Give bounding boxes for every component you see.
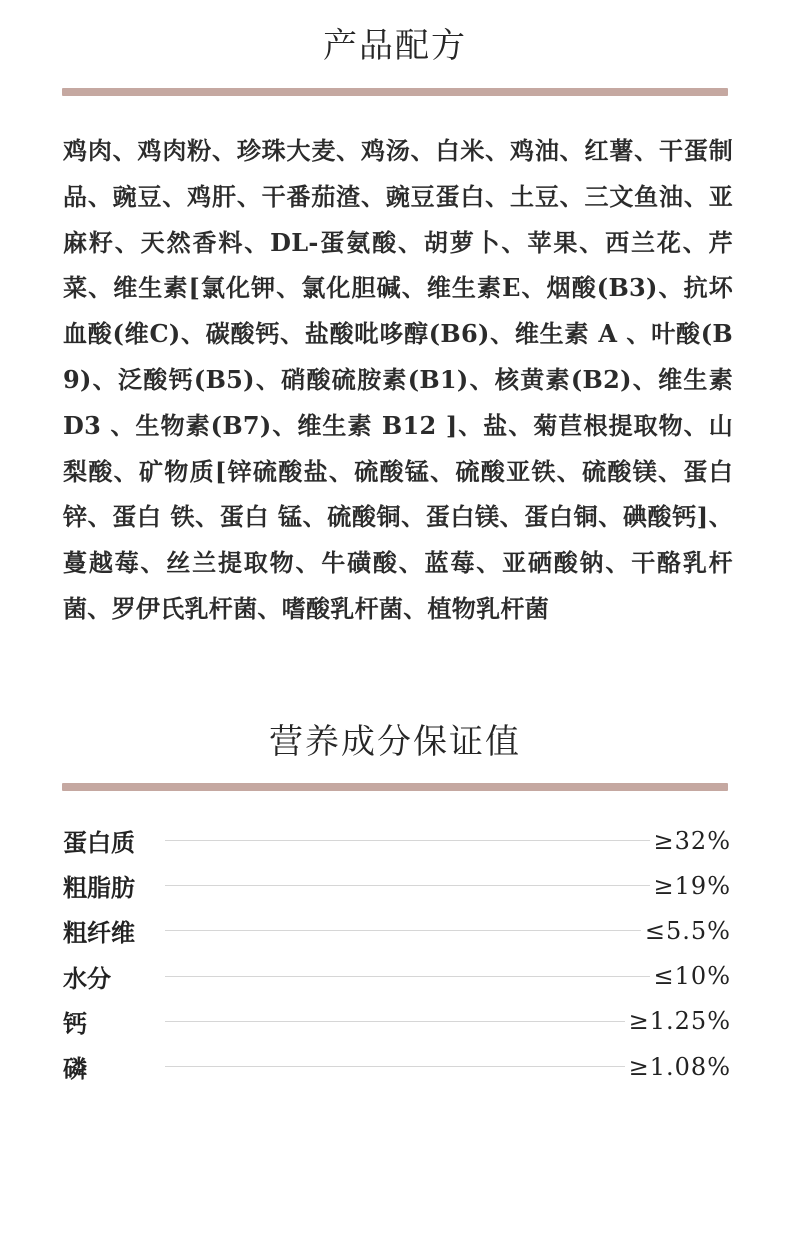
nutrient-value: ≤5.5% — [644, 916, 731, 945]
nutrition-table — [63, 818, 731, 1089]
nutrient-name: 粗纤维 — [63, 918, 135, 948]
formula-divider — [62, 88, 728, 96]
nutrition-row-protein — [63, 818, 731, 863]
leader-line — [165, 976, 650, 977]
leader-line — [165, 930, 641, 931]
nutrition-row-fat — [63, 863, 731, 908]
nutrition-row-calcium — [63, 999, 731, 1044]
nutrient-name: 粗脂肪 — [63, 873, 135, 903]
leader-line — [165, 1066, 625, 1067]
nutrition-row-phosphorus — [63, 1044, 731, 1089]
nutrient-name: 蛋白质 — [63, 828, 135, 858]
nutrient-name: 钙 — [63, 1008, 87, 1038]
nutrient-value: ≤10% — [653, 962, 731, 991]
nutrient-value: ≥1.25% — [628, 1007, 731, 1036]
ingredients-text: 鸡肉、鸡肉粉、珍珠大麦、鸡汤、白米、鸡油、红薯、干蛋制品、豌豆、鸡肝、干番茄渣、豌豆蛋白、土豆、三文鱼油、亚麻籽、天然香料、DL-蛋氨酸、胡萝卜、苹果、西兰花、芹菜、维生素[氯化钾、氯化胆碱、维生素E、烟酸(B3)、抗坏血酸(维C)、碳酸钙、盐酸吡哆醇(B6)、维生素 A 、叶酸(B9)、泛酸钙(B5)、硝酸硫胺素(B1)、核黄素(B2)、维生素 D3 、生物素(B7)、维生素 B12 ]、盐、菊苣根提取物、山梨酸、矿物质[锌硫酸盐、硫酸锰、硫酸亚铁、硫酸镁、蛋白锌、蛋白 铁、蛋白 锰、硫酸铜、蛋白镁、蛋白铜、碘酸钙]、蔓越莓、丝兰提取物、牛磺酸、蓝莓、亚硒酸钠、干酪乳杆菌、罗伊氏乳杆菌、嗜酸乳杆菌、植物乳杆菌 — [63, 136, 733, 623]
nutrition-title: 营养成分保证值 — [269, 722, 521, 762]
leader-line — [165, 885, 650, 886]
leader-line — [165, 1021, 625, 1022]
nutrient-value: ≥32% — [653, 826, 731, 855]
nutrition-row-fiber — [63, 908, 731, 953]
nutrition-divider — [62, 783, 728, 791]
nutrient-value: ≥19% — [653, 871, 731, 900]
formula-title: 产品配方 — [323, 26, 467, 66]
nutrient-value: ≥1.08% — [628, 1052, 731, 1081]
nutrient-name: 磷 — [63, 1054, 87, 1084]
leader-line — [165, 840, 650, 841]
nutrition-row-moisture — [63, 954, 731, 999]
nutrient-name: 水分 — [63, 963, 111, 993]
